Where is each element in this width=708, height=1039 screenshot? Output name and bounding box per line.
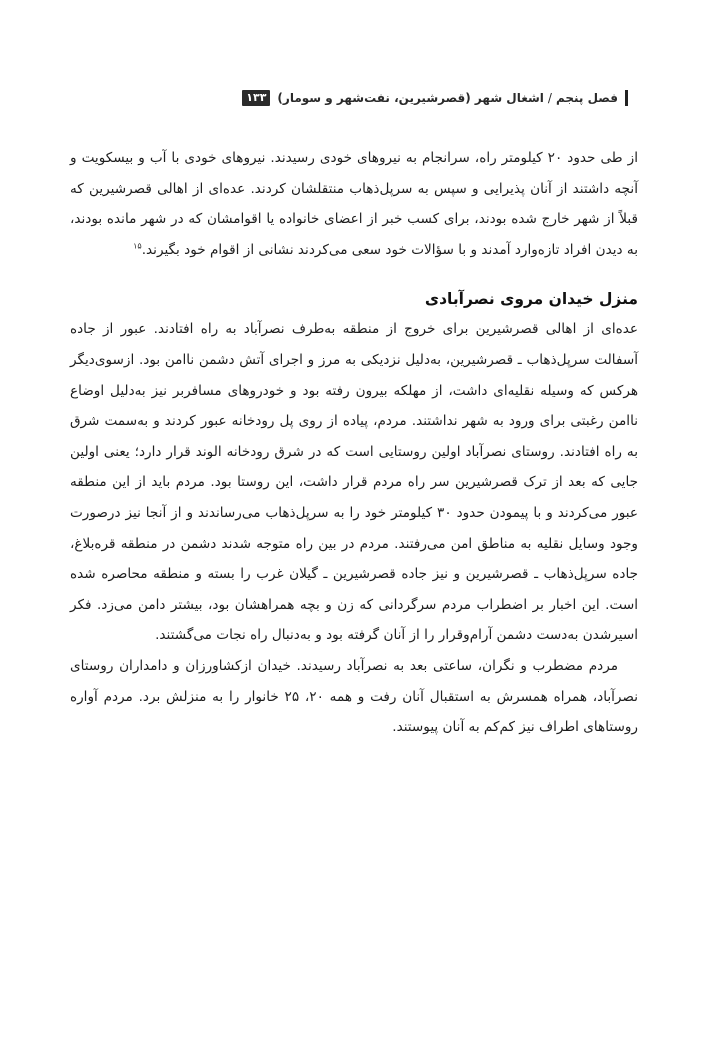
section-heading: منزل خیدان مروی نصرآبادی bbox=[424, 290, 638, 309]
paragraph-1 bbox=[70, 143, 638, 265]
paragraph-1-text: از طی حدود ۲۰ کیلومتر راه، سرانجام به نیروهای خودی رسیدند. نیروهای خودی با آب و بیسکویت و آنچه داشتند از آنان پذیرایی و سپس به سرپل‌ذهاب منتقلشان کردند. عده‌ای از اهالی قصرشیرین که قبلاً از شهر خارج شده بودند، برای کسب خبر از اعضای خانواده یا اقوامشان که در شهر مانده بودند، به دیدن افراد تازه‌وارد آمدند و با سؤالات خود سعی می‌کردند نشانی از اقوام خود بگیرند. bbox=[70, 150, 638, 258]
running-header bbox=[78, 86, 628, 110]
footnote-ref[interactable]: ۱۵ bbox=[133, 241, 142, 251]
paragraph-2: عده‌ای از اهالی قصرشیرین برای خروج از منطقه به‌طرف نصرآباد به راه افتادند. عبور از جاده آسفالت سرپل‌ذهاب ـ قصرشیرین، به‌دلیل نزدیکی به مرز و اجرای آتش دشمن ناامن بود. ازسوی‌دیگر هرکس که وسیله نقلیه‌ای داشت، از مهلکه بیرون رفته بود و خودروهای مسافربر نیز به‌دلیل اوضاع ناامن رغبتی برای ورود به شهر نداشتند. مردم، پیاده از روی پل رودخانه عبور کردند و به‌سمت شرق به راه افتادند. روستای نصرآباد اولین روستایی است که در شرق رودخانه الوند قرار دارد؛ یعنی اولین جایی که بعد از ترک قصرشیرین سر راه مردم قرار داشت، این روستا بود. مردم باید از این منطقه عبور می‌کردند و با پیمودن حدود ۳۰ کیلومتر خود را به سرپل‌ذهاب می‌رساندند و از آنجا نیز درصورت وجود وسایل نقلیه به مناطق امن می‌رفتند. مردم در بین راه متوجه شدند دشمن در منطقه قره‌بلاغ، جاده سرپل‌ذهاب ـ قصرشیرین و نیز جاده قصرشیرین ـ گیلان غرب را بسته و منطقه محاصره شده است. این اخبار بر اضطراب مردم سرگردانی که زن و بچه همراهشان بود، بیشتر دامن می‌زد. فکر اسیرشدن به‌دست دشمن آرام‌وقرار را از آنان گرفته بود و به‌دنبال راه نجات می‌گشتند. bbox=[70, 321, 638, 644]
section-title: اشغال شهر (قصرشیرین، نفت‌شهر و سومار) bbox=[277, 91, 544, 105]
header-separator: / bbox=[547, 91, 552, 105]
chapter-label: فصل پنجم bbox=[555, 91, 618, 105]
page-content bbox=[70, 143, 638, 743]
header-rule bbox=[625, 90, 628, 106]
page-number: ۱۳۳ bbox=[242, 90, 270, 106]
paragraph-3: مردم مضطرب و نگران، ساعتی بعد به نصرآباد رسیدند. خیدان ازکشاورزان و دامداران روستای نصرآباد، همراه همسرش به استقبال آنان رفت و همه ۲۰، ۲۵ خانوار را به منزلش برد. مردم آواره روستاهای اطراف نیز کم‌کم به آنان پیوستند. bbox=[70, 657, 638, 736]
